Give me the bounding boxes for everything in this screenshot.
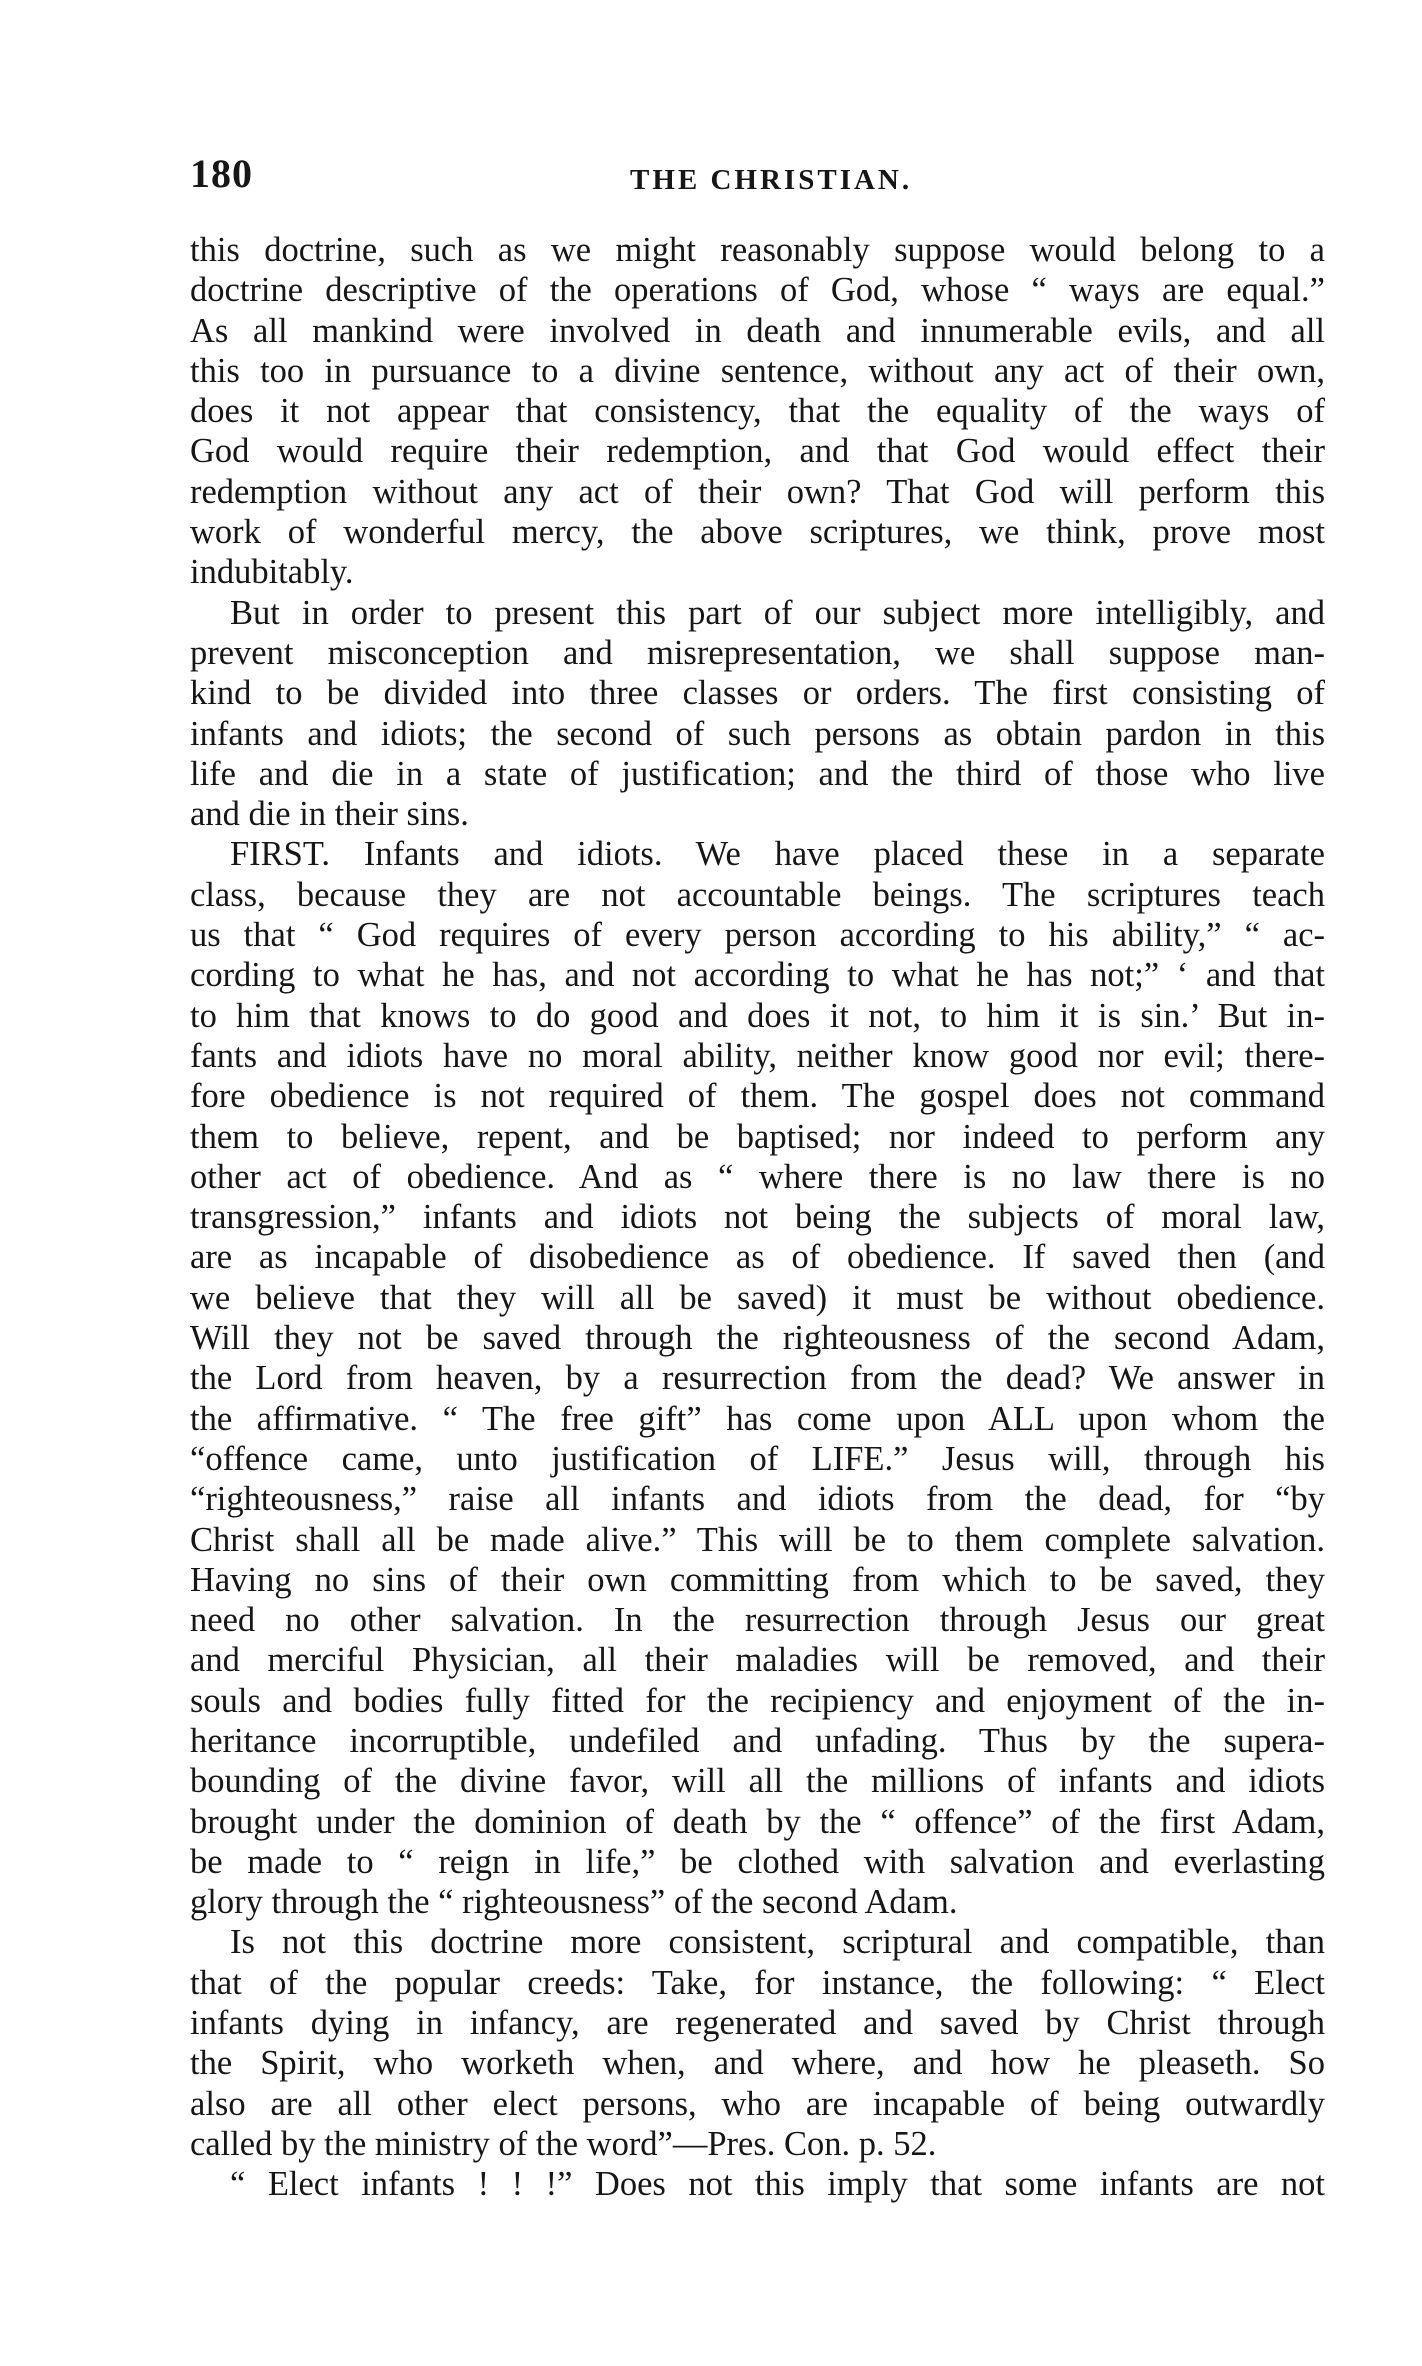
text-line: “ Elect infants ! ! !” Does not this imply that some infants are not <box>230 2165 1325 2204</box>
text-line: that of the popular creeds: Take, for instance, the following: “ Elect <box>190 1963 1325 2002</box>
text-line: the affirmative. “ The free gift” has come upon ALL upon whom the <box>190 1399 1325 1438</box>
text-line: class, because they are not accountable beings. The scriptures teach <box>190 875 1325 914</box>
text-line: and die in their sins. <box>190 795 469 834</box>
text-line: to him that knows to do good and does it not, to him it is sin.’ But in- <box>190 996 1325 1035</box>
text-line: redemption without any act of their own? That God will perform this <box>190 472 1325 511</box>
text-line: Is not this doctrine more consistent, scriptural and compatible, than <box>230 1923 1325 1962</box>
running-title: THE CHRISTIAN. <box>630 164 913 196</box>
text-line: Christ shall all be made alive.” This will be to them complete salvation. <box>190 1520 1325 1559</box>
text-line: indubitably. <box>190 553 354 592</box>
text-line: be made to “ reign in life,” be clothed with salvation and everlasting <box>190 1842 1325 1881</box>
text-line: souls and bodies fully fitted for the recipiency and enjoyment of the in- <box>190 1681 1325 1720</box>
text-line: fants and idiots have no moral ability, neither know good nor evil; there- <box>190 1036 1325 1075</box>
text-line: kind to be divided into three classes or orders. The first consisting of <box>190 674 1325 713</box>
text-line: other act of obedience. And as “ where there is no law there is no <box>190 1157 1325 1196</box>
text-line: But in order to present this part of our subject more intelligibly, and <box>230 593 1325 632</box>
text-line: we believe that they will all be saved) it must be without obedience. <box>190 1278 1325 1317</box>
text-line: the Spirit, who worketh when, and where, and how he pleaseth. So <box>190 2044 1325 2083</box>
text-line: cording to what he has, and not according to what he has not;” ‘ and that <box>190 956 1325 995</box>
text-line: transgression,” infants and idiots not being the subjects of moral law, <box>190 1198 1325 1237</box>
text-line: this doctrine, such as we might reasonably suppose would belong to a <box>190 231 1325 269</box>
text-line: FIRST. Infants and idiots. We have placed these in a separate <box>230 835 1325 874</box>
text-line: us that “ God requires of every person according to his ability,” “ ac- <box>190 916 1325 955</box>
text-line: need no other salvation. In the resurrection through Jesus our great <box>190 1601 1325 1640</box>
text-line: Having no sins of their own committing from which to be saved, they <box>190 1560 1325 1599</box>
page-header <box>190 150 1325 202</box>
text-line: infants and idiots; the second of such persons as obtain pardon in this <box>190 714 1325 753</box>
text-line: As all mankind were involved in death and innumerable evils, and all <box>190 311 1325 350</box>
text-line: doctrine descriptive of the operations of God, whose “ ways are equal.” <box>190 271 1325 310</box>
text-line: heritance incorruptible, undefiled and unfading. Thus by the supera- <box>190 1721 1325 1760</box>
text-line: fore obedience is not required of them. The gospel does not command <box>190 1077 1325 1116</box>
text-line: Will they not be saved through the righteousness of the second Adam, <box>190 1319 1325 1358</box>
page-number: 180 <box>190 151 253 196</box>
text-line: prevent misconception and misrepresentation, we shall suppose man- <box>190 633 1325 672</box>
text-line: also are all other elect persons, who are incapable of being outwardly <box>190 2084 1325 2123</box>
text-line: “righteousness,” raise all infants and idiots from the dead, for “by <box>190 1480 1325 1519</box>
text-line: does it not appear that consistency, that the equality of the ways of <box>190 392 1325 431</box>
text-line: them to believe, repent, and be baptised; nor indeed to perform any <box>190 1117 1325 1156</box>
text-line: glory through the “ righteousness” of the second Adam. <box>190 1883 958 1922</box>
text-line: life and die in a state of justification; and the third of those who live <box>190 754 1325 793</box>
body-text <box>190 230 1325 2205</box>
text-line: God would require their redemption, and that God would effect their <box>190 432 1325 471</box>
text-line: this too in pursuance to a divine sentence, without any act of their own, <box>190 351 1325 390</box>
text-line: brought under the dominion of death by the “ offence” of the first Adam, <box>190 1802 1325 1841</box>
text-line: are as incapable of disobedience as of obedience. If saved then (and <box>190 1238 1325 1277</box>
text-line: the Lord from heaven, by a resurrection from the dead? We answer in <box>190 1359 1325 1398</box>
text-line: work of wonderful mercy, the above scriptures, we think, prove most <box>190 513 1325 552</box>
text-line: infants dying in infancy, are regenerated and saved by Christ through <box>190 2004 1325 2043</box>
text-line: called by the ministry of the word”—Pres. Con. p. 52. <box>190 2124 937 2163</box>
text-line: bounding of the divine favor, will all the millions of infants and idiots <box>190 1762 1325 1801</box>
text-line: “offence came, unto justification of LIFE.” Jesus will, through his <box>190 1439 1325 1478</box>
text-line: and merciful Physician, all their maladies will be removed, and their <box>190 1641 1325 1680</box>
